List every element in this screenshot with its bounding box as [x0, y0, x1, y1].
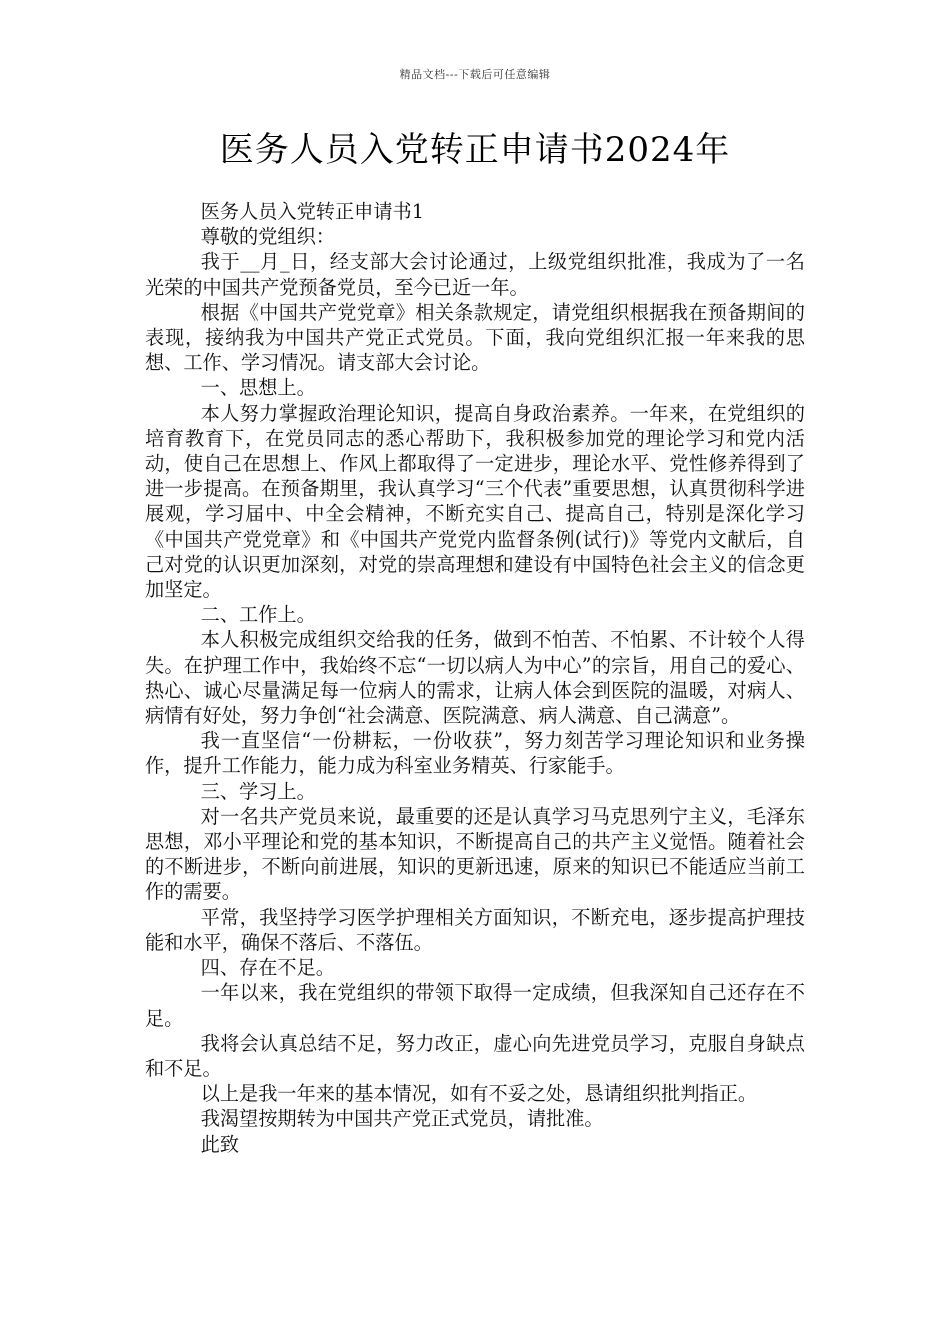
header-note: 精品文档---下载后可任意编辑 [399, 68, 551, 81]
body-paragraph: 一年以来，我在党组织的带领下取得一定成绩，但我深知自己还存在不足。 [145, 981, 805, 1030]
salutation-paragraph: 尊敬的党组织： [200, 225, 335, 249]
section-heading: 二、工作上。 [200, 603, 316, 627]
body-paragraph: 对一名共产党员来说，最重要的还是认真学习马克思列宁主义，毛泽东思想，邓小平理论和党的基本知识，不断提高自己的共产主义觉悟。随着社会的不断进步，不断向前进展，知识的更新迅速，原来的知识已不能适应当前工作的需要。 [145, 804, 805, 904]
page-title: 医务人员入党转正申请书2024年 [219, 130, 731, 170]
section-heading: 一、思想上。 [200, 376, 316, 400]
body-paragraph: 以上是我一年来的基本情况，如有不妥之处，恳请组织批判指正。 [200, 1082, 758, 1106]
body-paragraph: 我将会认真总结不足，努力改正，虚心向先进党员学习，克服自身缺点和不足。 [145, 1031, 805, 1080]
body-paragraph: 本人积极完成组织交给我的任务，做到不怕苦、不怕累、不计较个人得失。在护理工作中，我始终不忘“一切以病人为中心”的宗旨，用自己的爱心、热心、诚心尽量满足每一位病人的需求，让病人体会到医院的温暖，对病人、病情有好处，努力争创“社会满意、医院满意、病人满意、自己满意”。 [145, 628, 805, 728]
subtitle-paragraph: 医务人员入党转正申请书1 [200, 200, 424, 223]
body-paragraph: 我一直坚信“一份耕耘，一份收获”，努力刻苦学习理论知识和业务操作，提升工作能力，能力成为科室业务精英、行家能手。 [145, 729, 805, 778]
document-body [145, 199, 805, 1157]
closing-paragraph: 此致 [200, 1132, 240, 1156]
body-paragraph: 平常，我坚持学习医学护理相关方面知识，不断充电，逐步提高护理技能和水平，确保不落后、不落伍。 [145, 905, 805, 954]
body-paragraph: 我于__月_日，经支部大会讨论通过，上级党组织批准，我成为了一名光荣的中国共产党预备党员，至今已近一年。 [145, 250, 805, 299]
body-paragraph: 我渴望按期转为中国共产党正式党员，请批准。 [200, 1107, 604, 1131]
body-paragraph: 根据《中国共产党党章》相关条款规定，请党组织根据我在预备期间的表现，接纳我为中国共产党正式党员。下面，我向党组织汇报一年来我的思想、工作、学习情况。请支部大会讨论。 [145, 300, 805, 375]
section-heading: 三、学习上。 [200, 779, 316, 803]
section-heading: 四、存在不足。 [200, 956, 335, 980]
body-paragraph: 本人努力掌握政治理论知识，提高自身政治素养。一年来，在党组织的培育教育下，在党员同志的悉心帮助下，我积极参加党的理论学习和党内活动，使自己在思想上、作风上都取得了一定进步，理论水平、党性修养得到了进一步提高。在预备期里，我认真学习“三个代表”重要思想，认真贯彻科学进展观，学习届中、中全会精神，不断充实自己、提高自己，特别是深化学习《中国共产党党章》和《中国共产党党内监督条例(试行)》等党内文献后，自己对党的认识更加深刻，对党的崇高理想和建设有中国特色社会主义的信念更加坚定。 [145, 401, 805, 602]
